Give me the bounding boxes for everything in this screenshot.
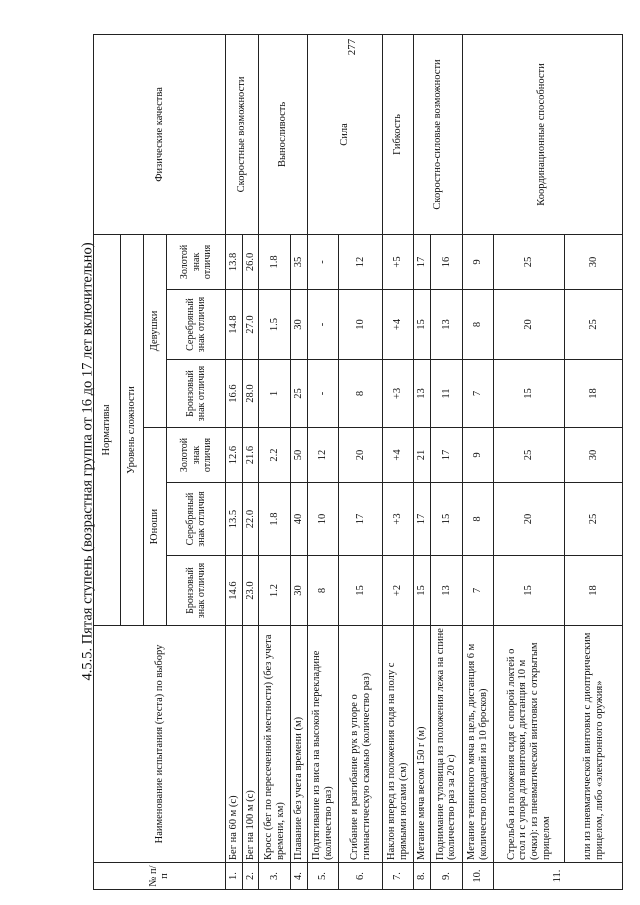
quality-cell: Сила <box>307 34 382 234</box>
header-quality: Физические качества <box>94 34 226 234</box>
value-cell: 9 <box>462 428 493 483</box>
value-cell: 12 <box>339 234 383 289</box>
value-cell: - <box>307 290 338 360</box>
test-name: Метание мяча весом 150 г (м) <box>414 626 431 863</box>
value-cell: 1.5 <box>259 290 290 360</box>
header-boys-gold: Золотой знак отличия <box>167 428 226 483</box>
test-name: Стрельба из положения сидя с опорой локтей о стол и с упора для винтовки, дистанция 10 м (очки): из пневматической винтовки с открытым прицелом <box>494 626 565 863</box>
value-cell: 12 <box>307 428 338 483</box>
table-row <box>462 34 493 889</box>
header-num: № п/п <box>94 863 226 890</box>
quality-cell: Скоростные возможности <box>225 34 259 234</box>
test-name: Бег на 60 м (с) <box>225 626 242 863</box>
row-number: 6. <box>339 863 383 890</box>
value-cell: 27.0 <box>242 290 259 360</box>
header-level: Уровень сложности <box>121 234 144 625</box>
value-cell: 7 <box>462 360 493 428</box>
header-girls-gold: Золотой знак отличия <box>167 234 226 289</box>
normatives-table <box>93 34 623 890</box>
row-number: 3. <box>259 863 290 890</box>
header-girls-bronze: Бронзовый знак отличия <box>167 360 226 428</box>
value-cell: - <box>307 234 338 289</box>
value-cell: 17 <box>431 428 462 483</box>
value-cell: 25 <box>290 360 307 428</box>
value-cell: 16.6 <box>225 360 242 428</box>
test-name: Плавание без учета времени (м) <box>290 626 307 863</box>
value-cell: 15 <box>414 556 431 626</box>
value-cell: +5 <box>383 234 414 289</box>
test-name: Метание теннисного мяча в цель, дистанция 6 м (количество попаданий из 10 бросков) <box>462 626 493 863</box>
test-name: или из пневматической винтовки с диоптрическим прицелом, либо «электронного оружия» <box>565 626 623 863</box>
value-cell: 22.0 <box>242 483 259 556</box>
quality-cell: Выносливость <box>259 34 307 234</box>
row-number: 5. <box>307 863 338 890</box>
value-cell: +4 <box>383 290 414 360</box>
quality-cell: Гибкость <box>383 34 414 234</box>
row-number: 11. <box>494 863 623 890</box>
value-cell: 16 <box>431 234 462 289</box>
value-cell: 10 <box>307 483 338 556</box>
row-number: 8. <box>414 863 431 890</box>
quality-cell: Скоростно-силовые возможности <box>414 34 462 234</box>
value-cell: +2 <box>383 556 414 626</box>
value-cell: 9 <box>462 234 493 289</box>
value-cell: 17 <box>339 483 383 556</box>
value-cell: 30 <box>290 556 307 626</box>
value-cell: 28.0 <box>242 360 259 428</box>
value-cell: 8 <box>307 556 338 626</box>
value-cell: 15 <box>339 556 383 626</box>
value-cell: 21 <box>414 428 431 483</box>
value-cell: 25 <box>494 428 565 483</box>
value-cell: +3 <box>383 360 414 428</box>
value-cell: 13 <box>431 290 462 360</box>
value-cell: 25 <box>565 290 623 360</box>
value-cell: 21.6 <box>242 428 259 483</box>
rotated-table-container <box>93 35 623 890</box>
value-cell: 13 <box>414 360 431 428</box>
value-cell: +3 <box>383 483 414 556</box>
test-name: Кросс (бег по пересеченной местности) (без учета времени, км) <box>259 626 290 863</box>
row-number: 2. <box>242 863 259 890</box>
value-cell: 30 <box>290 290 307 360</box>
header-normatives: Нормативы <box>94 234 121 625</box>
row-number: 9. <box>431 863 462 890</box>
value-cell: 25 <box>565 483 623 556</box>
value-cell: 15 <box>414 290 431 360</box>
value-cell: 20 <box>494 483 565 556</box>
header-boys-silver: Серебряный знак отличия <box>167 483 226 556</box>
value-cell: 17 <box>414 234 431 289</box>
value-cell: 2.2 <box>259 428 290 483</box>
header-boys: Юноши <box>144 428 167 626</box>
value-cell: 13.8 <box>225 234 242 289</box>
header-name: Наименование испытания (теста) по выбору <box>94 626 226 863</box>
value-cell: 14.6 <box>225 556 242 626</box>
value-cell: 15 <box>494 556 565 626</box>
table-row <box>414 34 431 889</box>
value-cell: 20 <box>494 290 565 360</box>
value-cell: 50 <box>290 428 307 483</box>
table-row <box>383 34 414 889</box>
value-cell: 8 <box>339 360 383 428</box>
test-name: Поднимание туловища из положения лежа на спине (количество раз за 20 с) <box>431 626 462 863</box>
test-name: Бег на 100 м (с) <box>242 626 259 863</box>
table-row <box>259 34 290 889</box>
value-cell: 30 <box>565 428 623 483</box>
value-cell: 18 <box>565 360 623 428</box>
value-cell: 11 <box>431 360 462 428</box>
value-cell: 15 <box>494 360 565 428</box>
row-number: 7. <box>383 863 414 890</box>
table-row <box>307 34 338 889</box>
value-cell: 1.8 <box>259 234 290 289</box>
row-number: 1. <box>225 863 242 890</box>
value-cell: 8 <box>462 290 493 360</box>
value-cell: 15 <box>431 483 462 556</box>
value-cell: 20 <box>339 428 383 483</box>
value-cell: 26.0 <box>242 234 259 289</box>
section-heading: 4.5.5. Пятая ступень (возрастная группа от 16 до 17 лет включительно) <box>79 242 96 681</box>
test-name: Подтягивание из виса на высокой перекладине (количество раз) <box>307 626 338 863</box>
header-boys-bronze: Бронзовый знак отличия <box>167 556 226 626</box>
value-cell: 23.0 <box>242 556 259 626</box>
page-number: 277 <box>346 38 358 56</box>
value-cell: 13 <box>431 556 462 626</box>
test-name: Наклон вперед из положения сидя на полу с прямыми ногами (см) <box>383 626 414 863</box>
value-cell: - <box>307 360 338 428</box>
value-cell: 35 <box>290 234 307 289</box>
header-girls: Девушки <box>144 234 167 427</box>
value-cell: 1.8 <box>259 483 290 556</box>
value-cell: 17 <box>414 483 431 556</box>
value-cell: 12.6 <box>225 428 242 483</box>
header-girls-silver: Серебряный знак отличия <box>167 290 226 360</box>
value-cell: +4 <box>383 428 414 483</box>
row-number: 10. <box>462 863 493 890</box>
value-cell: 13.5 <box>225 483 242 556</box>
value-cell: 7 <box>462 556 493 626</box>
value-cell: 1 <box>259 360 290 428</box>
test-name: Сгибание и разгибание рук в упоре о гимнастическую скамью (количество раз) <box>339 626 383 863</box>
value-cell: 40 <box>290 483 307 556</box>
value-cell: 18 <box>565 556 623 626</box>
value-cell: 30 <box>565 234 623 289</box>
value-cell: 14.8 <box>225 290 242 360</box>
value-cell: 25 <box>494 234 565 289</box>
value-cell: 1.2 <box>259 556 290 626</box>
row-number: 4. <box>290 863 307 890</box>
value-cell: 8 <box>462 483 493 556</box>
table-row <box>225 34 242 889</box>
value-cell: 10 <box>339 290 383 360</box>
quality-cell: Координационные способности <box>462 34 622 234</box>
